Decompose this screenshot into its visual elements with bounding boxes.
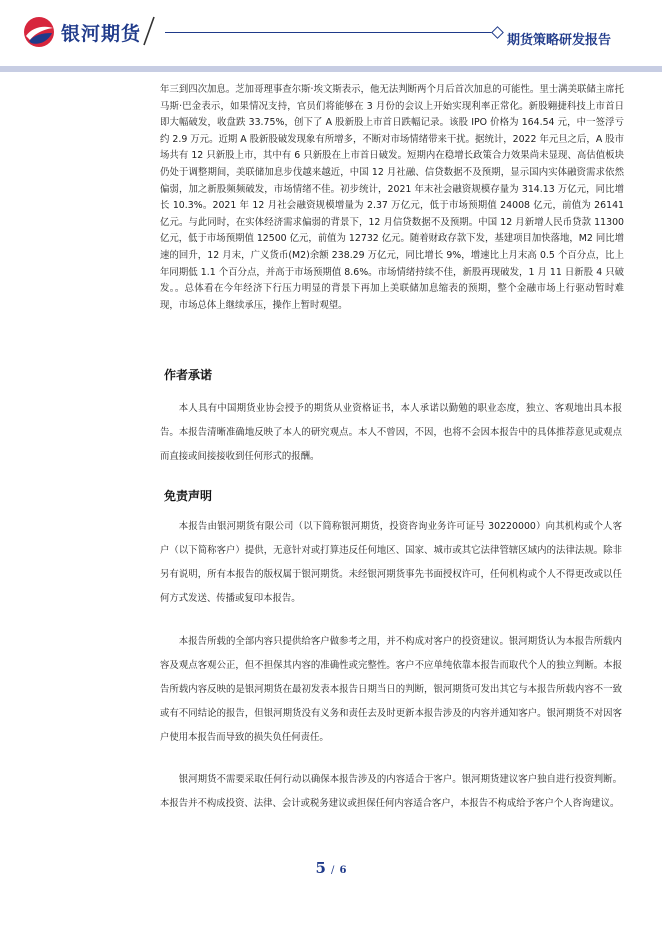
header-rule [165,32,495,33]
author-commitment-paragraph: 本人具有中国期货业协会授予的期货从业资格证书，本人承诺以勤勉的职业态度，独立、客观地出具本报告。本报告清晰准确地反映了本人的研究观点。本人不曾因，不因，也将不会因本报告中的具体推荐意见或观点而直接或间接接收到任何形式的报酬。 [160,403,622,462]
author-commitment-heading: 作者承诺 [164,368,213,382]
report-type-title: 期货策略研发报告 [507,33,612,48]
galaxy-logo-icon [22,15,56,49]
disclaimer-paragraph-3: 银河期货不需要采取任何行动以确保本报告涉及的内容适合于客户。银河期货建议客户独自进行投资判断。本报告并不构成投资、法律、会计或税务建议或担保任何内容适合客户，本报告不构成给予客户个人咨询建议。 [160,774,622,809]
market-commentary [160,82,624,314]
disclaimer-paragraph-2: 本报告所载的全部内容只提供给客户做参考之用，并不构成对客户的投资建议。银河期货认为本报告所载内容及观点客观公正，但不担保其内容的准确性或完整性。客户不应单纯依靠本报告而取代个人的独立判断。本报告所载内容反映的是银河期货在最初发表本报告日期当日的判断，银河期货可发出其它与本报告所载内容不一致或有不同结论的报告，但银河期货没有义务和责任去及时更新本报告涉及的内容并通知客户。银河期货不对因客户使用本报告而导致的损失负任何责任。 [160,636,622,743]
diamond-icon [491,26,504,39]
market-paragraph: 年三到四次加息。芝加哥理事查尔斯·埃文斯表示，他无法判断两个月后首次加息的可能性。里士满美联储主席托马斯·巴金表示，如果情况支持，官员们将能够在 3 月份的会议上开始实现利率正常化。新股翱捷科技上市首日即大幅破发，收盘跌 33.75%，创下了 A 股新股上市首日跌幅记录。该股 IPO 价格为 164.54 元，中一签浮亏约 2.9 万元。近期 A 股新股破发现象有所增多，不断对市场情绪带来干扰。据统计，2022 年元旦之后，A 股市场共有 12 只新股上市，其中有 6 只新股在上市首日破发。短期内在稳增长政策合力效果尚未显现、高估值板块仍处于调整期间，美联储加息步伐越来越近，中国 12 月社融、信贷数据不及预期，显示国内实体融资需求依然偏弱，加之新股频频破发，市场情绪不佳。初步统计，2021 年末社会融资规模存量为 314.13 万亿元，同比增长 10.3%。2021 年 12 月社会融资规模增量为 2.37 万亿元，低于市场预期值 24008 亿元，前值为 26141 亿元。与此同时，在实体经济需求偏弱的背景下，12 月信贷数据不及预期。中国 12 月新增人民币贷款 11300 亿元，低于市场预期值 12500 亿元，前值为 12732 亿元。随着财政存款下发，基建项目加快落地，M2 同比增速的回升，12 月末，广义货币(M2)余额 238.29 万亿元，同比增长 9%，增速比上月末高 0.5 个百分点，比上年同期低 1.1 个百分点，并高于市场预期值 8.6%。市场情绪持续不佳，新股再现破发，1 月 11 日新股 4 只破发。。总体看在今年经济下行压力明显的背景下再加上美联储加息缩表的预期，整个金融市场上行驱动暂时难现，市场总体上继续承压，操作上暂时观望。 [160,84,624,311]
total-pages: 6 [339,865,347,876]
disclaimer-heading: 免责声明 [164,489,213,503]
current-page: 5 [315,859,326,877]
page-separator: / [331,865,335,876]
divider-slash-icon [142,16,156,46]
company-logo [22,14,141,50]
page-number [0,858,662,877]
disclaimer-paragraph-1: 本报告由银河期货有限公司（以下简称银河期货，投资咨询业务许可证号 30220000）向其机构或个人客户（以下简称客户）提供，无意针对或打算违反任何地区、国家、城市或其它法律管辖区域内的法律法规。除非另有说明，所有本报告的版权属于银河期货。未经银河期货事先书面授权许可，任何机构或个人不得更改或以任何方式发送、传播或复印本报告。 [160,521,622,604]
brand-name: 银河期货 [61,22,142,45]
header-band [0,66,662,72]
page-header [0,0,662,70]
